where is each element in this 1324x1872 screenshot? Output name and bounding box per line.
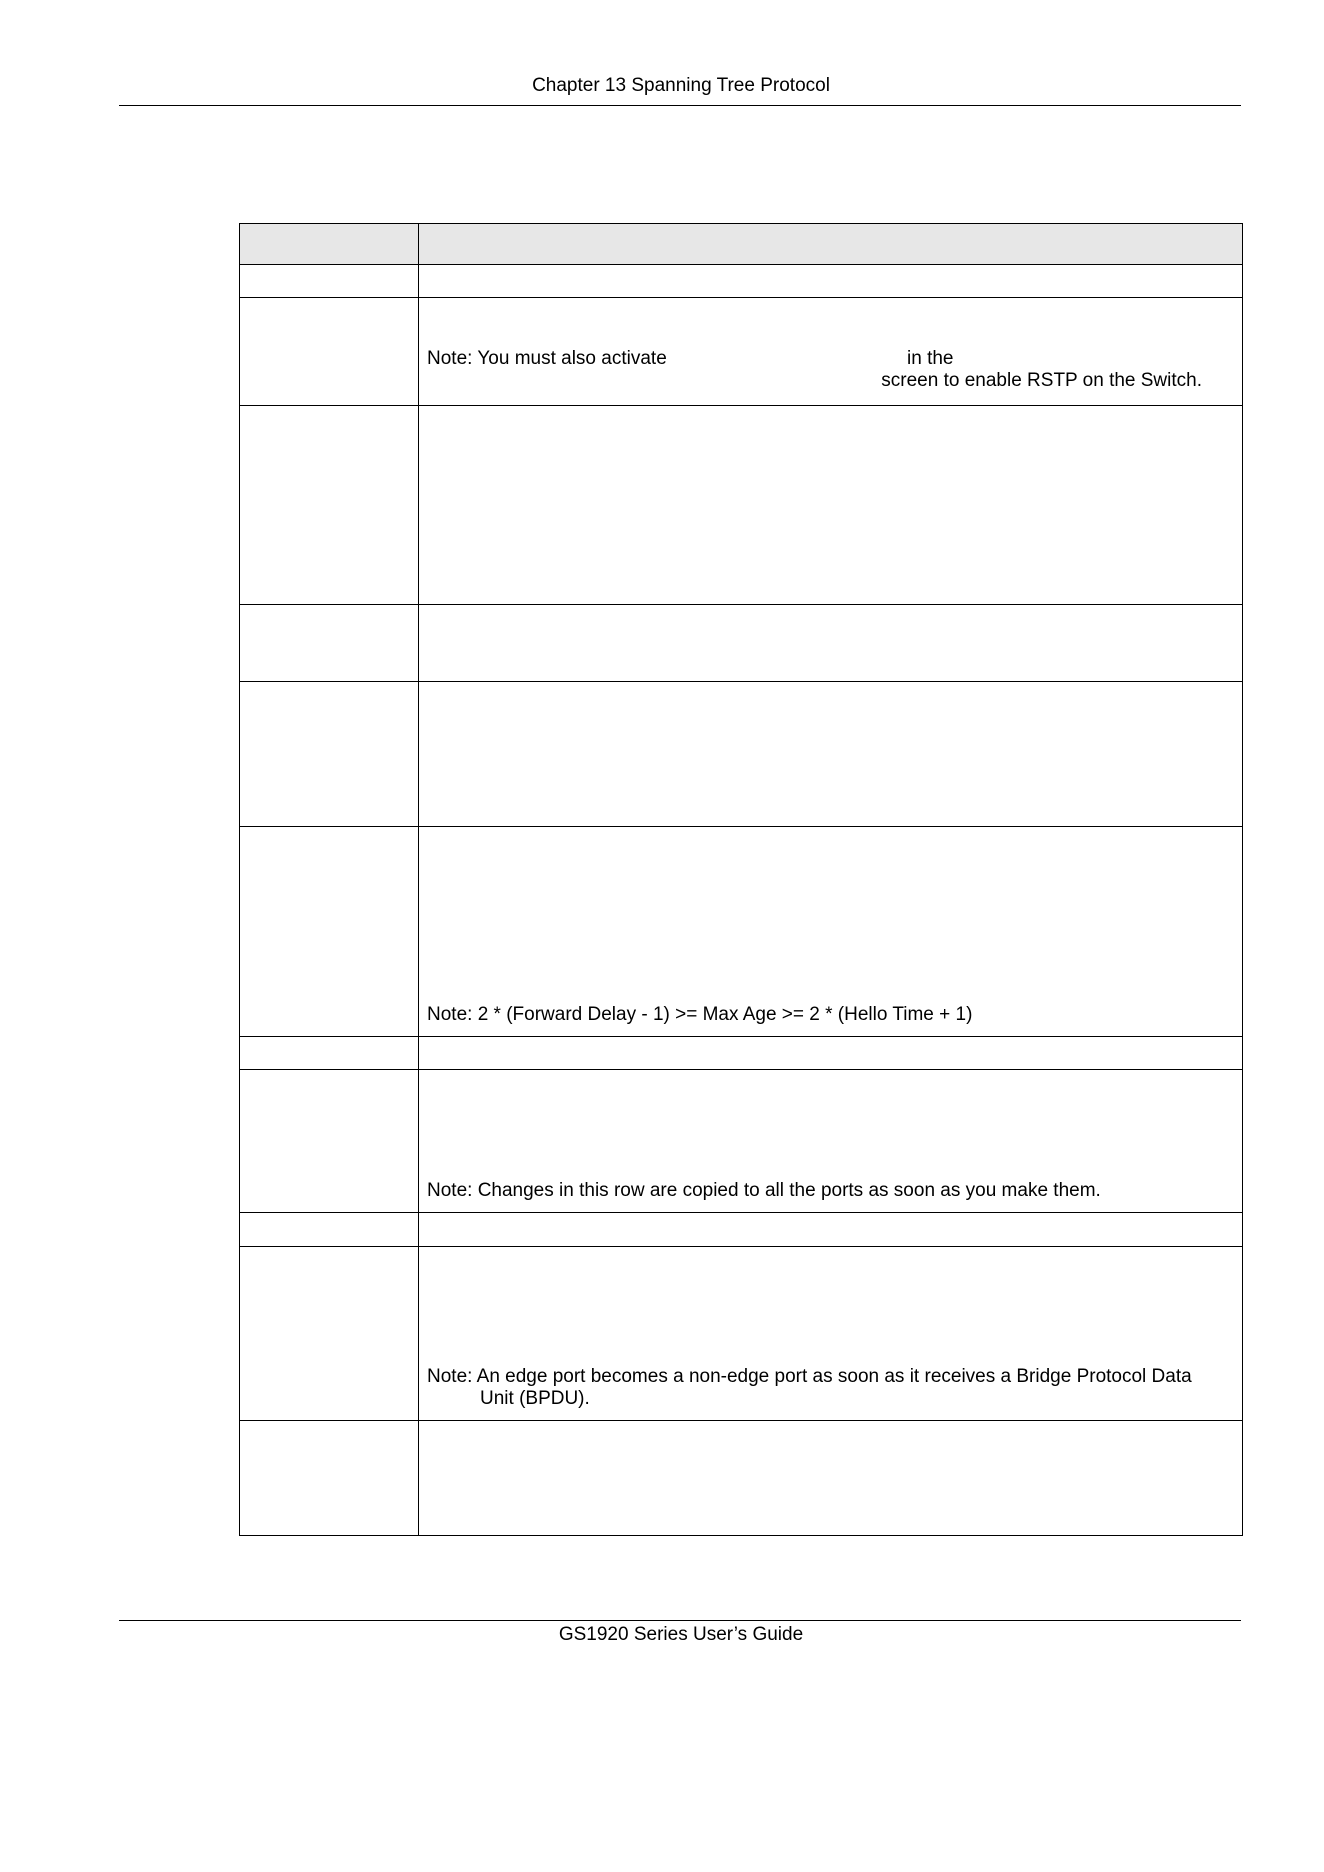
row-description <box>419 1037 1243 1070</box>
page-header: Chapter 13 Spanning Tree Protocol <box>532 75 830 96</box>
table-row <box>240 265 1243 298</box>
row-copy-note: Note: Changes in this row are copied to all the ports as soon as you make them. <box>427 1180 1101 1201</box>
row-label <box>240 605 419 682</box>
edge-note-line2: Unit (BPDU). <box>480 1388 590 1409</box>
rstp-note-line2: screen to enable RSTP on the Switch. <box>881 370 1202 391</box>
table-row <box>240 1421 1243 1536</box>
row-label <box>240 265 419 298</box>
row-description <box>419 827 1243 1037</box>
table-row <box>240 1037 1243 1070</box>
table-row <box>240 1213 1243 1247</box>
row-label <box>240 827 419 1037</box>
row-label <box>240 682 419 827</box>
row-description <box>419 1213 1243 1247</box>
row-label <box>240 1421 419 1536</box>
page-footer: GS1920 Series User’s Guide <box>558 1624 804 1645</box>
row-description <box>419 1247 1243 1421</box>
table-row-max-age <box>240 827 1243 1037</box>
table-row-rstp <box>240 298 1243 406</box>
row-description <box>419 265 1243 298</box>
table-row <box>240 682 1243 827</box>
table-row-edge <box>240 1247 1243 1421</box>
field-description-table <box>239 223 1243 1536</box>
row-label <box>240 298 419 406</box>
row-label <box>240 1037 419 1070</box>
row-description <box>419 406 1243 605</box>
footer-divider <box>119 1620 1241 1621</box>
row-label <box>240 1247 419 1421</box>
row-description <box>419 1421 1243 1536</box>
edge-note-line1: Note: An edge port becomes a non-edge port as soon as it receives a Bridge Protocol Data <box>427 1366 1192 1387</box>
row-description <box>419 682 1243 827</box>
row-label <box>240 1213 419 1247</box>
rstp-note-in-the: in the <box>907 348 954 369</box>
table-row <box>240 406 1243 605</box>
label-column-header <box>240 224 419 265</box>
description-column-header <box>419 224 1243 265</box>
table-row-all-ports <box>240 1070 1243 1213</box>
header-divider <box>119 105 1241 106</box>
table-row <box>240 605 1243 682</box>
table-header-row <box>240 224 1243 265</box>
row-label <box>240 406 419 605</box>
row-description <box>419 605 1243 682</box>
row-label <box>240 1070 419 1213</box>
row-description <box>419 298 1243 406</box>
rstp-note-prefix: Note: You must also activate <box>427 348 667 369</box>
timing-note: Note: 2 * (Forward Delay - 1) >= Max Age >= 2 * (Hello Time + 1) <box>427 1004 973 1025</box>
row-description <box>419 1070 1243 1213</box>
